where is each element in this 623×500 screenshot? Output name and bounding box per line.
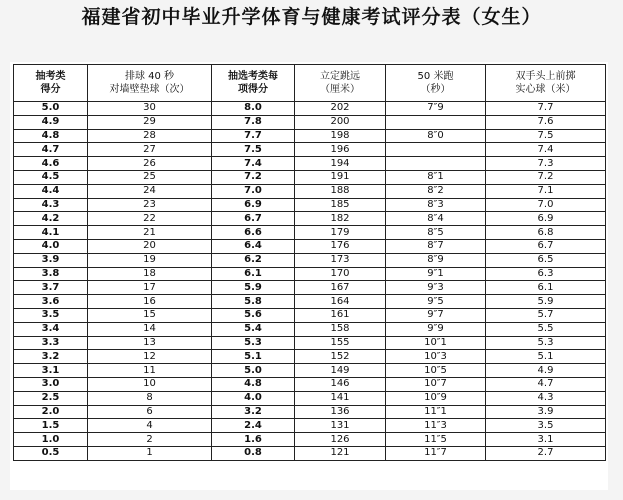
cell-volleyball: 25 [88,170,212,184]
cell-medicine-ball: 7.7 [486,102,606,116]
cell-medicine-ball: 2.7 [486,446,606,460]
cell-medicine-ball: 7.6 [486,115,606,129]
cell-50m-run: 10″9 [386,391,486,405]
cell-score: 4.9 [14,115,88,129]
cell-long-jump: 202 [295,102,386,116]
cell-selected-score: 6.4 [212,239,295,253]
cell-long-jump: 194 [295,157,386,171]
cell-score: 3.8 [14,267,88,281]
table-row [14,102,606,116]
table-row [14,419,606,433]
cell-score: 3.9 [14,253,88,267]
table-row [14,226,606,240]
header-50m-run [386,65,486,102]
header-long-jump-line1: 立定跳远 [320,71,360,82]
cell-long-jump: 167 [295,281,386,295]
cell-selected-score: 5.9 [212,281,295,295]
cell-medicine-ball: 6.7 [486,239,606,253]
table-row [14,115,606,129]
cell-score: 3.3 [14,336,88,350]
cell-long-jump: 164 [295,295,386,309]
cell-50m-run: 8″9 [386,253,486,267]
cell-long-jump: 121 [295,446,386,460]
table-row [14,446,606,460]
cell-50m-run: 8″5 [386,226,486,240]
cell-score: 3.0 [14,377,88,391]
table-row [14,129,606,143]
header-volleyball-line2: 对墙壁垫球（次） [109,84,190,95]
header-score-line2: 得分 [40,84,61,95]
table-row [14,198,606,212]
cell-medicine-ball: 4.3 [486,391,606,405]
cell-selected-score: 7.7 [212,129,295,143]
cell-score: 3.1 [14,364,88,378]
cell-volleyball: 4 [88,419,212,433]
cell-medicine-ball: 3.1 [486,433,606,447]
cell-long-jump: 176 [295,239,386,253]
table-row [14,391,606,405]
header-50m-line1: 50 米跑 [417,71,454,82]
cell-50m-run: 10″3 [386,350,486,364]
cell-score: 0.5 [14,446,88,460]
header-50m-line2: （秒） [420,84,451,95]
cell-score: 2.5 [14,391,88,405]
table-row [14,433,606,447]
header-selected-line1: 抽选考类每 [228,71,278,82]
page-title: 福建省初中毕业升学体育与健康考试评分表（女生） [81,6,542,28]
cell-long-jump: 173 [295,253,386,267]
cell-50m-run: 7″9 [386,102,486,116]
header-score [14,65,88,102]
cell-score: 4.4 [14,184,88,198]
cell-long-jump: 182 [295,212,386,226]
cell-selected-score: 7.8 [212,115,295,129]
cell-50m-run: 10″7 [386,377,486,391]
cell-score: 2.0 [14,405,88,419]
header-score-line1: 抽考类 [35,71,66,82]
cell-50m-run: 9″9 [386,322,486,336]
cell-long-jump: 170 [295,267,386,281]
cell-50m-run: 11″1 [386,405,486,419]
cell-volleyball: 23 [88,198,212,212]
table-row [14,184,606,198]
header-medicine-ball [486,65,606,102]
cell-volleyball: 8 [88,391,212,405]
cell-medicine-ball: 4.9 [486,364,606,378]
cell-50m-run: 8″4 [386,212,486,226]
table-row [14,377,606,391]
cell-long-jump: 185 [295,198,386,212]
cell-medicine-ball: 3.9 [486,405,606,419]
cell-selected-score: 6.7 [212,212,295,226]
cell-medicine-ball: 3.5 [486,419,606,433]
cell-score: 4.0 [14,239,88,253]
table-row [14,336,606,350]
table-row [14,364,606,378]
cell-long-jump: 126 [295,433,386,447]
cell-medicine-ball: 7.1 [486,184,606,198]
cell-medicine-ball: 7.4 [486,143,606,157]
cell-selected-score: 0.8 [212,446,295,460]
table-row [14,212,606,226]
cell-50m-run: 9″7 [386,308,486,322]
cell-medicine-ball: 5.9 [486,295,606,309]
cell-long-jump: 179 [295,226,386,240]
cell-volleyball: 1 [88,446,212,460]
table-header-row [14,65,606,102]
cell-selected-score: 5.8 [212,295,295,309]
cell-long-jump: 196 [295,143,386,157]
cell-volleyball: 15 [88,308,212,322]
cell-volleyball: 6 [88,405,212,419]
header-volleyball [88,65,212,102]
score-table-body [14,102,606,461]
cell-medicine-ball: 7.0 [486,198,606,212]
cell-medicine-ball: 5.1 [486,350,606,364]
cell-selected-score: 3.2 [212,405,295,419]
cell-long-jump: 198 [295,129,386,143]
cell-long-jump: 188 [295,184,386,198]
score-table [13,64,606,461]
cell-selected-score: 6.9 [212,198,295,212]
header-volleyball-line1: 排球 40 秒 [124,71,175,82]
table-row [14,170,606,184]
cell-score: 4.7 [14,143,88,157]
cell-volleyball: 24 [88,184,212,198]
cell-score: 4.6 [14,157,88,171]
cell-50m-run: 9″3 [386,281,486,295]
cell-medicine-ball: 7.2 [486,170,606,184]
cell-medicine-ball: 6.5 [486,253,606,267]
cell-medicine-ball: 4.7 [486,377,606,391]
cell-selected-score: 6.6 [212,226,295,240]
cell-50m-run: 8″3 [386,198,486,212]
cell-score: 4.5 [14,170,88,184]
cell-volleyball: 14 [88,322,212,336]
cell-medicine-ball: 7.5 [486,129,606,143]
cell-medicine-ball: 6.9 [486,212,606,226]
cell-volleyball: 17 [88,281,212,295]
table-row [14,322,606,336]
cell-medicine-ball: 6.3 [486,267,606,281]
cell-score: 3.2 [14,350,88,364]
cell-score: 5.0 [14,102,88,116]
header-ball-line1: 双手头上前掷 [515,71,576,82]
cell-medicine-ball: 6.8 [486,226,606,240]
cell-score: 3.7 [14,281,88,295]
cell-volleyball: 26 [88,157,212,171]
cell-medicine-ball: 7.3 [486,157,606,171]
cell-volleyball: 2 [88,433,212,447]
cell-selected-score: 6.1 [212,267,295,281]
cell-selected-score: 7.2 [212,170,295,184]
cell-volleyball: 12 [88,350,212,364]
table-row [14,350,606,364]
cell-score: 1.5 [14,419,88,433]
cell-selected-score: 6.2 [212,253,295,267]
cell-selected-score: 5.1 [212,350,295,364]
cell-volleyball: 30 [88,102,212,116]
cell-long-jump: 141 [295,391,386,405]
table-row [14,295,606,309]
cell-score: 4.2 [14,212,88,226]
cell-volleyball: 29 [88,115,212,129]
cell-volleyball: 11 [88,364,212,378]
cell-selected-score: 4.8 [212,377,295,391]
cell-volleyball: 19 [88,253,212,267]
table-row [14,405,606,419]
cell-medicine-ball: 5.5 [486,322,606,336]
cell-volleyball: 20 [88,239,212,253]
cell-volleyball: 27 [88,143,212,157]
cell-volleyball: 22 [88,212,212,226]
cell-selected-score: 8.0 [212,102,295,116]
cell-long-jump: 149 [295,364,386,378]
table-row [14,308,606,322]
cell-50m-run [386,157,486,171]
cell-long-jump: 161 [295,308,386,322]
header-ball-line2: 实心球（米） [515,84,576,95]
cell-score: 4.1 [14,226,88,240]
cell-long-jump: 152 [295,350,386,364]
cell-medicine-ball: 5.7 [486,308,606,322]
cell-long-jump: 158 [295,322,386,336]
cell-long-jump: 136 [295,405,386,419]
cell-volleyball: 13 [88,336,212,350]
cell-score: 4.3 [14,198,88,212]
cell-volleyball: 16 [88,295,212,309]
cell-volleyball: 21 [88,226,212,240]
cell-volleyball: 10 [88,377,212,391]
cell-50m-run: 9″1 [386,267,486,281]
cell-selected-score: 5.6 [212,308,295,322]
cell-score: 3.4 [14,322,88,336]
cell-50m-run: 10″5 [386,364,486,378]
cell-selected-score: 5.4 [212,322,295,336]
header-selected-line2: 项得分 [238,84,268,95]
cell-score: 4.8 [14,129,88,143]
cell-selected-score: 1.6 [212,433,295,447]
cell-long-jump: 155 [295,336,386,350]
cell-50m-run: 8″7 [386,239,486,253]
cell-50m-run: 11″7 [386,446,486,460]
cell-score: 1.0 [14,433,88,447]
table-row [14,253,606,267]
header-long-jump-line2: （厘米） [320,84,360,95]
table-row [14,239,606,253]
cell-selected-score: 5.3 [212,336,295,350]
cell-50m-run: 11″3 [386,419,486,433]
cell-selected-score: 4.0 [212,391,295,405]
header-long-jump [295,65,386,102]
cell-50m-run: 11″5 [386,433,486,447]
cell-score: 3.6 [14,295,88,309]
table-row [14,143,606,157]
cell-50m-run: 8″0 [386,129,486,143]
cell-selected-score: 7.5 [212,143,295,157]
cell-selected-score: 7.4 [212,157,295,171]
table-row [14,157,606,171]
cell-50m-run: 10″1 [386,336,486,350]
cell-medicine-ball: 5.3 [486,336,606,350]
cell-50m-run [386,115,486,129]
table-row [14,281,606,295]
cell-long-jump: 200 [295,115,386,129]
cell-volleyball: 28 [88,129,212,143]
cell-long-jump: 191 [295,170,386,184]
cell-score: 3.5 [14,308,88,322]
cell-50m-run: 8″1 [386,170,486,184]
cell-50m-run [386,143,486,157]
cell-medicine-ball: 6.1 [486,281,606,295]
table-row [14,267,606,281]
cell-long-jump: 131 [295,419,386,433]
cell-selected-score: 2.4 [212,419,295,433]
cell-selected-score: 7.0 [212,184,295,198]
cell-50m-run: 9″5 [386,295,486,309]
cell-volleyball: 18 [88,267,212,281]
cell-50m-run: 8″2 [386,184,486,198]
cell-long-jump: 146 [295,377,386,391]
header-selected-score [212,65,295,102]
cell-selected-score: 5.0 [212,364,295,378]
